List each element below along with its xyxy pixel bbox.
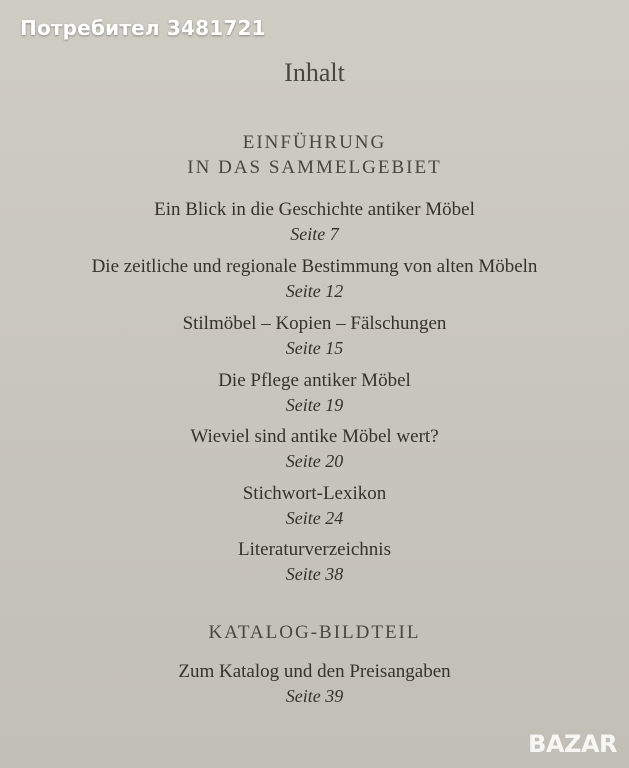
toc-entry xyxy=(0,425,629,473)
toc-entry xyxy=(0,538,629,586)
toc-entry-label: Die zeitliche und regionale Bestimmung von alten Möbeln xyxy=(91,256,538,277)
toc-entry xyxy=(0,369,629,417)
toc-entry-label: Literaturverzeichnis xyxy=(238,539,391,560)
section-heading-line-2: IN DAS SAMMELGEBIET xyxy=(187,157,442,178)
toc-entry-label: Wieviel sind antike Möbel wert? xyxy=(190,426,439,447)
toc-entry-page: Seite 19 xyxy=(285,395,344,415)
section-heading-introduction xyxy=(0,130,629,180)
toc-entry-label: Stichwort-Lexikon xyxy=(242,483,387,504)
toc-entry xyxy=(0,312,629,360)
toc-entry-page: Seite 24 xyxy=(285,508,344,528)
section-heading-catalog: KATALOG-BILDTEIL xyxy=(208,622,421,643)
toc-entry-page: Seite 38 xyxy=(285,564,344,584)
toc-entry xyxy=(0,482,629,530)
toc-entry-label: Zum Katalog und den Preisangaben xyxy=(178,661,451,682)
uploader-username: Потребител 3481721 xyxy=(20,16,266,40)
toc-entry-page: Seite 15 xyxy=(285,338,344,358)
toc-entry-label: Die Pflege antiker Möbel xyxy=(218,370,411,391)
toc-entry-page: Seite 20 xyxy=(285,451,344,471)
toc-entry-label: Stilmöbel – Kopien – Fälschungen xyxy=(182,313,447,334)
toc-entry-page: Seite 7 xyxy=(290,224,339,244)
bazar-watermark-logo: BAZAR xyxy=(528,730,617,758)
toc-entry xyxy=(0,198,629,246)
toc-entry xyxy=(0,255,629,303)
toc-entry-page: Seite 12 xyxy=(285,281,344,301)
section-heading-line-1: EINFÜHRUNG xyxy=(242,132,387,153)
page-title: Inhalt xyxy=(284,58,345,87)
toc-entry-label: Ein Blick in die Geschichte antiker Möbel xyxy=(154,199,475,220)
toc-entry xyxy=(0,660,629,708)
toc-entry-page: Seite 39 xyxy=(285,686,344,706)
